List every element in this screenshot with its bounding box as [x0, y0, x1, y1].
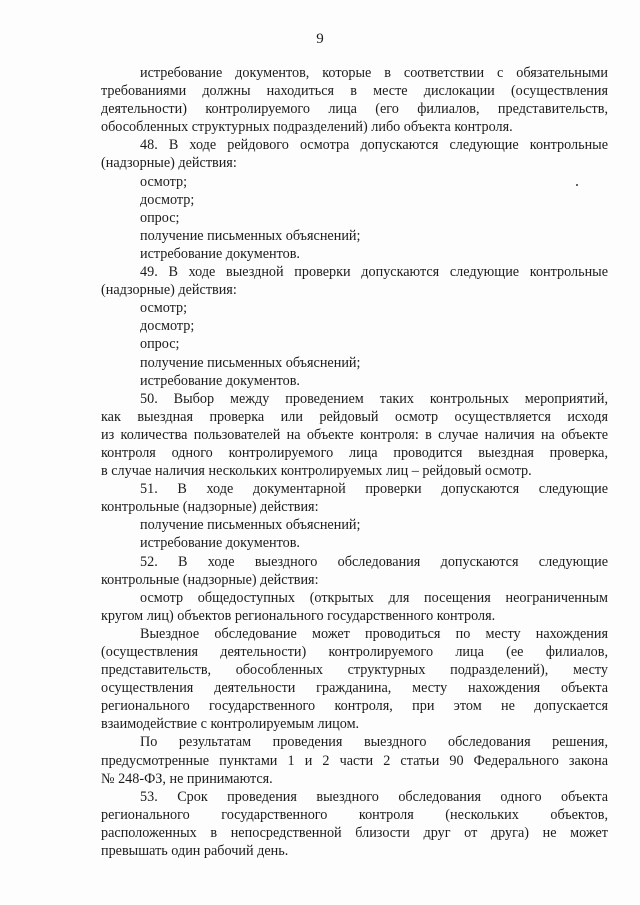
- text-line: расположенных в непосредственной близости друг от друга) не может: [101, 824, 608, 841]
- text-line: осуществления деятельности гражданина, месту нахождения объекта: [101, 680, 608, 697]
- text-line: 50. Выбор между проведением таких контрольных мероприятий,: [140, 390, 608, 407]
- text-line: получение письменных объяснений;: [140, 517, 361, 534]
- text-line: 49. В ходе выездной проверки допускаются следующие контрольные: [140, 264, 608, 281]
- text-line: контрольные (надзорные) действия:: [101, 571, 319, 588]
- page-number: 9: [316, 31, 324, 47]
- text-line: (надзорные) действия:: [101, 282, 237, 299]
- text-line: № 248-ФЗ, не принимаются.: [101, 770, 273, 787]
- text-line: досмотр;: [140, 318, 195, 335]
- text-line: (осуществления деятельности) контролируемого лица (ее филиалов,: [101, 644, 608, 660]
- text-line: регионального государственного контроля (нескольких объектов,: [101, 806, 608, 823]
- text-line: в случае наличия нескольких контролируемых лиц – рейдовый осмотр.: [101, 463, 532, 480]
- text-line: Выездное обследование может проводиться по месту нахождения: [140, 625, 608, 642]
- scan-speck: [576, 184, 578, 186]
- text-line: превышать один рабочий день.: [101, 843, 289, 860]
- text-line: досмотр;: [140, 191, 195, 208]
- text-line: контрольные (надзорные) действия:: [101, 499, 319, 516]
- text-line: деятельности) контролируемого лица (его филиалов, представительств,: [101, 101, 608, 118]
- text-line: осмотр;: [140, 173, 188, 190]
- text-line: 52. В ходе выездного обследования допускаются следующие: [140, 553, 608, 570]
- text-line: обособленных структурных подразделений) либо объекта контроля.: [101, 119, 513, 136]
- text-line: опрос;: [140, 209, 180, 226]
- text-line: (надзорные) действия:: [101, 155, 237, 172]
- text-line: осмотр общедоступных (открытых для посещения неограниченным: [140, 589, 608, 606]
- text-line: истребование документов.: [140, 245, 300, 262]
- text-line: кругом лиц) объектов регионального государственного контроля.: [101, 607, 496, 624]
- text-line: По результатам проведения выездного обследования решения,: [140, 734, 608, 751]
- text-line: взаимодействие с контролируемым лицом.: [101, 716, 360, 733]
- text-line: представительств, обособленных структурных подразделений), месту: [101, 662, 608, 679]
- text-line: истребование документов.: [140, 535, 300, 552]
- text-line: регионального государственного контроля, при этом не допускается: [101, 698, 608, 715]
- text-line: получение письменных объяснений;: [140, 227, 361, 244]
- text-line: требованиями должны находиться в месте дислокации (осуществления: [101, 83, 608, 100]
- document-body: [101, 64, 608, 860]
- text-line: получение письменных объяснений;: [140, 354, 361, 371]
- text-line: 51. В ходе документарной проверки допускаются следующие: [140, 481, 608, 498]
- text-line: истребование документов, которые в соответствии с обязательными: [140, 65, 608, 81]
- text-line: 48. В ходе рейдового осмотра допускаются следующие контрольные: [140, 137, 608, 154]
- text-line: как выездная проверка или рейдовый осмотр осуществляется исходя: [101, 408, 608, 425]
- text-line: 53. Срок проведения выездного обследования одного объекта: [140, 788, 608, 805]
- text-line: истребование документов.: [140, 372, 300, 389]
- text-line: из количества пользователей на объекте контроля: в случае наличия на объекте: [101, 426, 608, 443]
- text-line: контроля одного контролируемого лица проводится выездная проверка,: [101, 444, 608, 461]
- text-line: опрос;: [140, 336, 180, 353]
- text-line: осмотр;: [140, 300, 188, 317]
- text-line: предусмотренные пунктами 1 и 2 части 2 статьи 90 Федерального закона: [101, 752, 608, 769]
